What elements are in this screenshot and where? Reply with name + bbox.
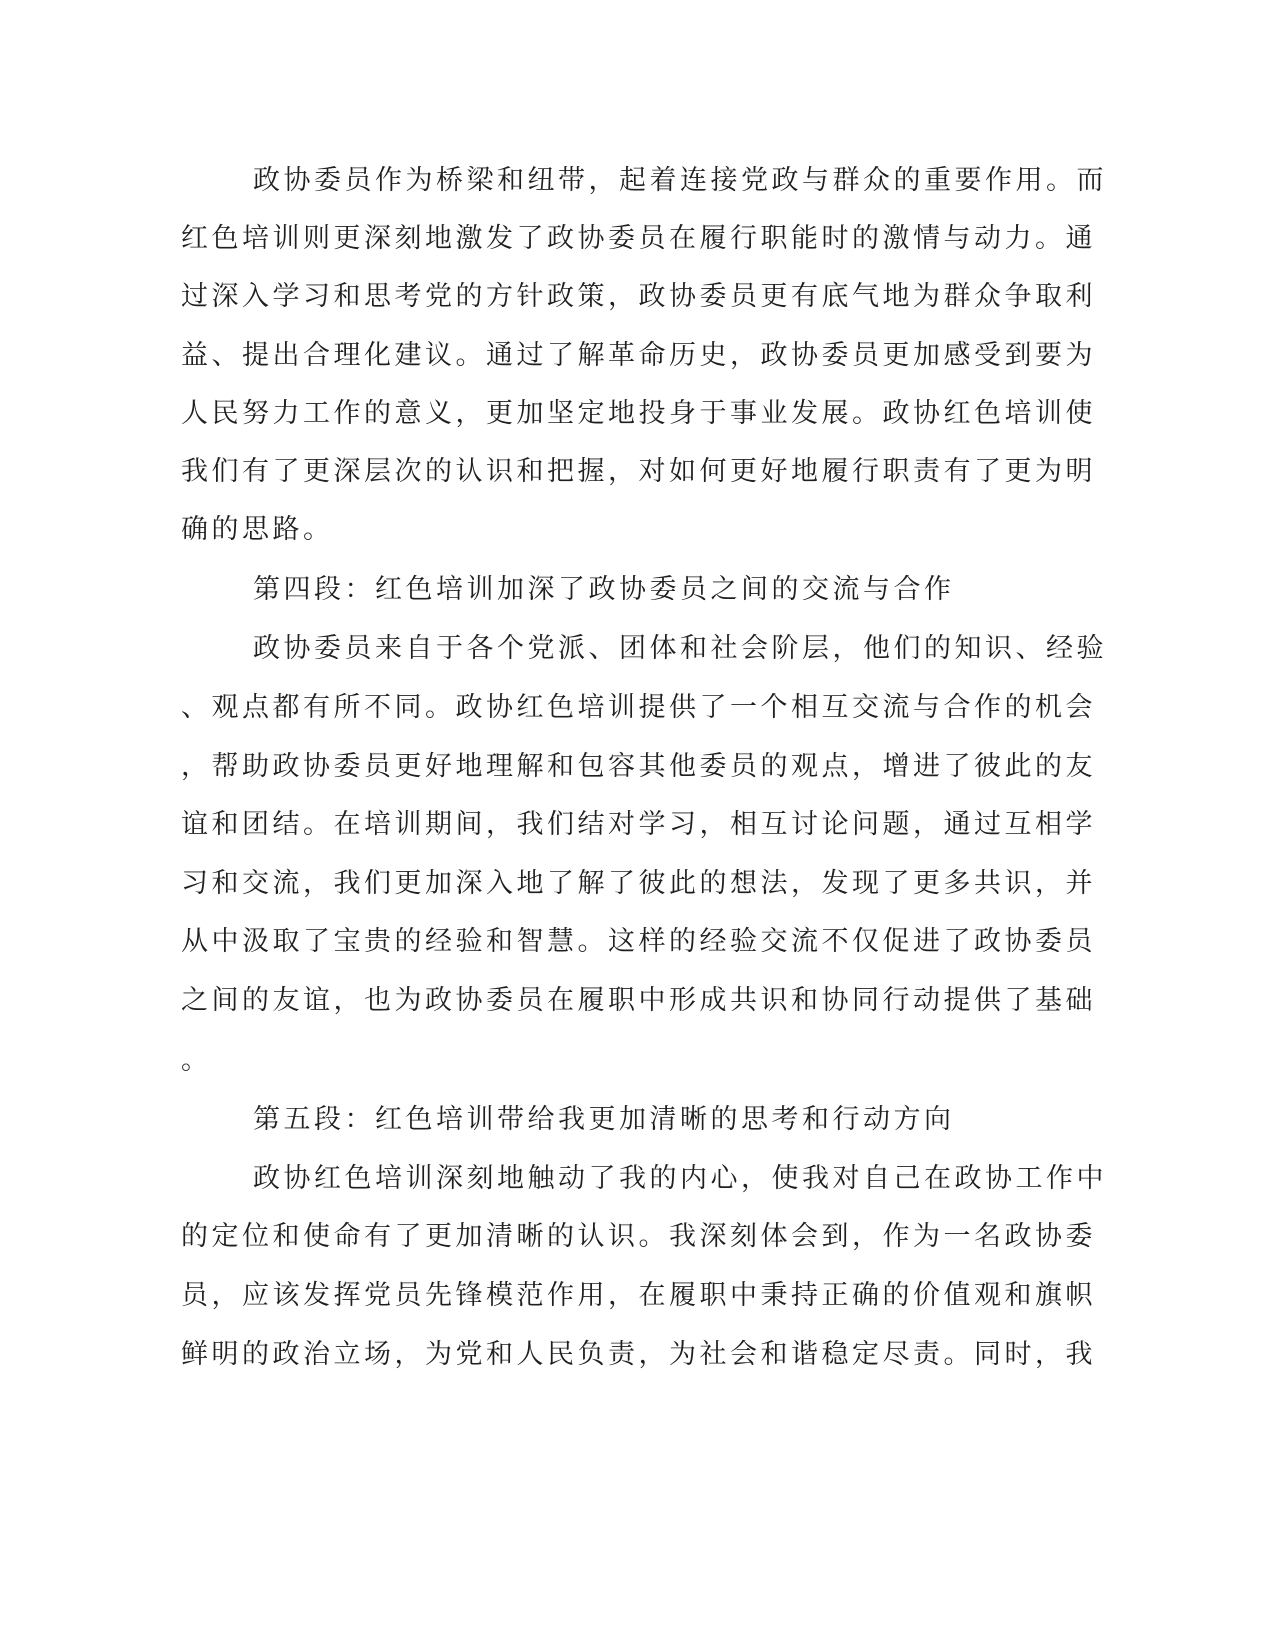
section-heading: 第五段：红色培训带给我更加清晰的思考和行动方向 [253, 1104, 955, 1135]
paragraph-line: 鲜明的政治立场，为党和人民负责，为社会和谐稳定尽责。同时，我 [181, 1339, 1096, 1370]
paragraph-line: 过深入学习和思考党的方针政策，政协委员更有底气地为群众争取利 [181, 281, 1096, 312]
paragraph-line: 。 [181, 1045, 212, 1076]
paragraph-line: ，帮助政协委员更好地理解和包容其他委员的观点，增进了彼此的友 [181, 751, 1096, 782]
section-heading: 第四段：红色培训加深了政协委员之间的交流与合作 [253, 574, 955, 605]
paragraph-line: 人民努力工作的意义，更加坚定地投身于事业发展。政协红色培训使 [181, 398, 1096, 429]
paragraph-line: 确的思路。 [181, 514, 334, 545]
paragraph-line: 政协红色培训深刻地触动了我的内心，使我对自己在政协工作中 [253, 1163, 1107, 1194]
paragraph-line: 的定位和使命有了更加清晰的认识。我深刻体会到，作为一名政协委 [181, 1221, 1096, 1252]
paragraph-line: 从中汲取了宝贵的经验和智慧。这样的经验交流不仅促进了政协委员 [181, 926, 1096, 957]
paragraph-line: 政协委员作为桥梁和纽带，起着连接党政与群众的重要作用。而 [253, 165, 1107, 196]
paragraph-line: 益、提出合理化建议。通过了解革命历史，政协委员更加感受到要为 [181, 340, 1096, 371]
paragraph-line: 我们有了更深层次的认识和把握，对如何更好地履行职责有了更为明 [181, 456, 1096, 487]
paragraph-line: 、观点都有所不同。政协红色培训提供了一个相互交流与合作的机会 [181, 692, 1096, 723]
paragraph-line: 习和交流，我们更加深入地了解了彼此的想法，发现了更多共识，并 [181, 868, 1096, 899]
paragraph-line: 员，应该发挥党员先锋模范作用，在履职中秉持正确的价值观和旗帜 [181, 1280, 1096, 1311]
paragraph-line: 政协委员来自于各个党派、团体和社会阶层，他们的知识、经验 [253, 633, 1107, 664]
paragraph-line: 红色培训则更深刻地激发了政协委员在履行职能时的激情与动力。通 [181, 223, 1096, 254]
paragraph-line: 之间的友谊，也为政协委员在履职中形成共识和协同行动提供了基础 [181, 985, 1096, 1016]
paragraph-line: 谊和团结。在培训期间，我们结对学习，相互讨论问题，通过互相学 [181, 809, 1096, 840]
